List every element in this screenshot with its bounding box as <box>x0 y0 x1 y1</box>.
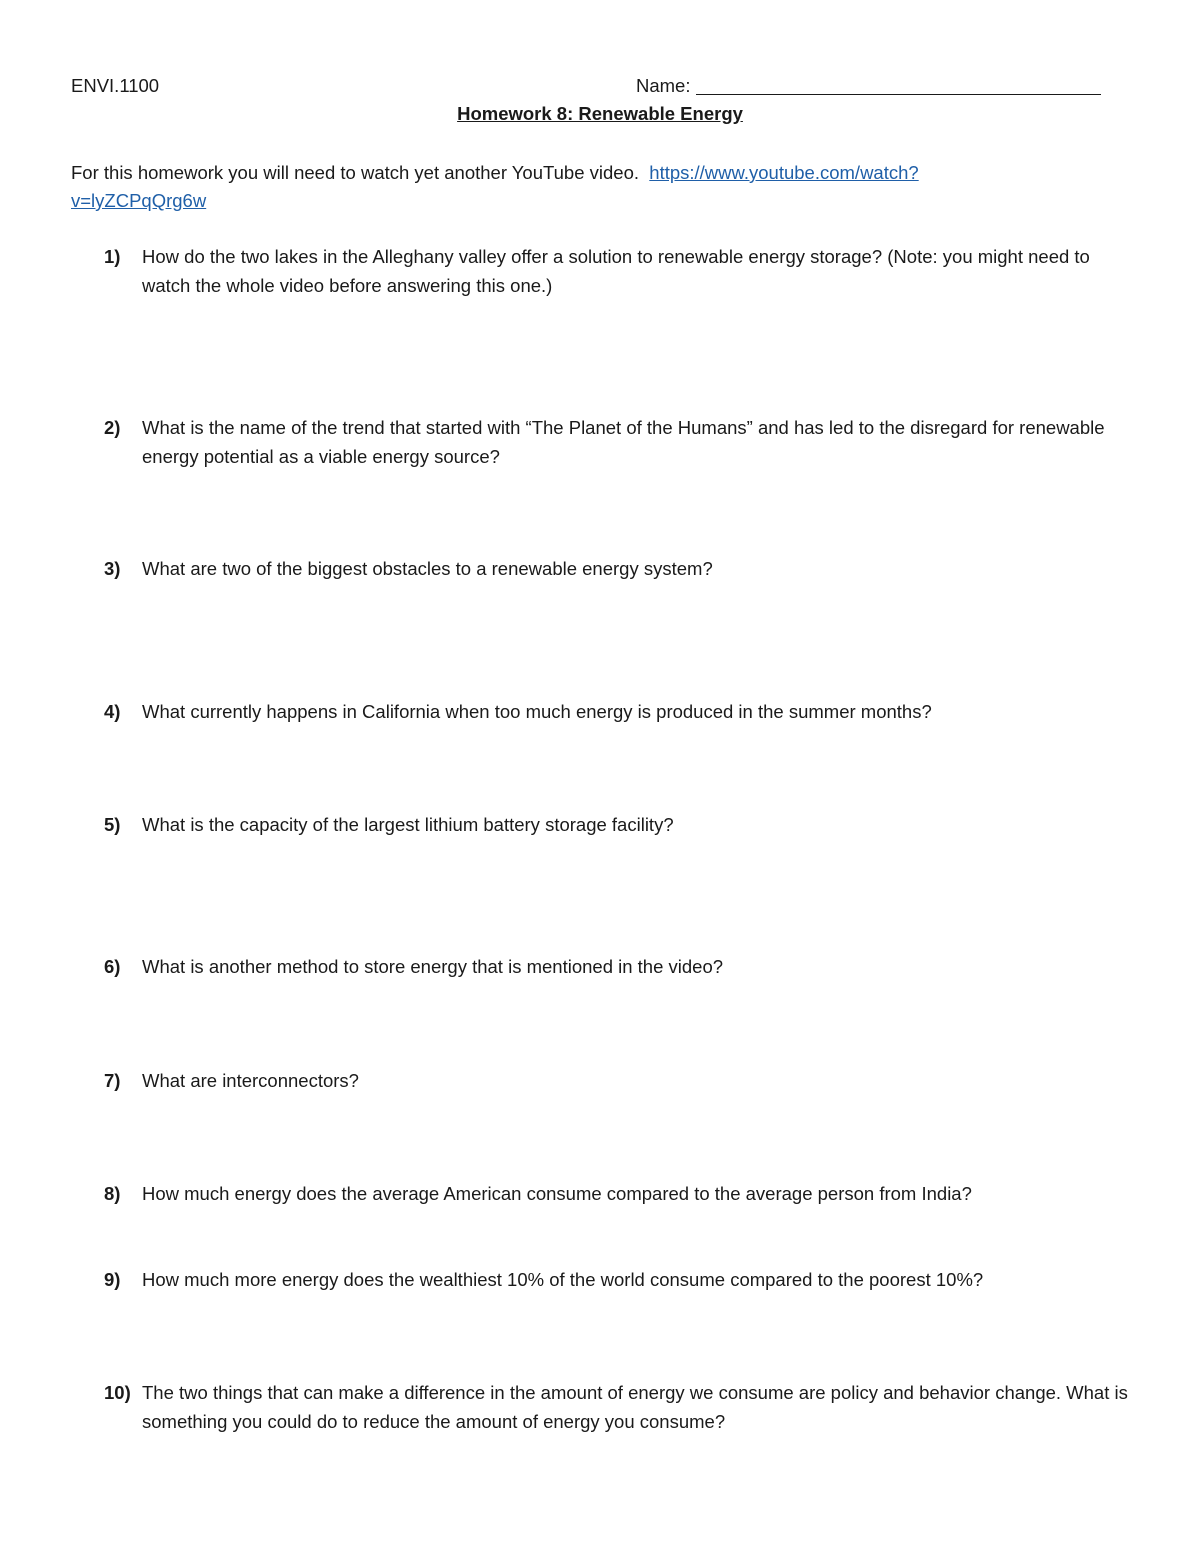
intro-paragraph <box>71 159 1131 215</box>
question-3 <box>71 554 1131 583</box>
question-number: 1) <box>104 246 121 267</box>
question-text: What are two of the biggest obstacles to a renewable energy system? <box>142 558 713 579</box>
question-number: 6) <box>104 956 121 977</box>
question-number: 5) <box>104 814 121 835</box>
name-label: Name: <box>636 75 691 96</box>
question-9 <box>71 1265 1131 1294</box>
question-number: 2) <box>104 417 121 438</box>
question-7 <box>71 1066 1131 1095</box>
question-text: How do the two lakes in the Alleghany valley offer a solution to renewable energy storage? (Note: you might need to watch the whole video before answering this one.) <box>142 246 1090 296</box>
question-4 <box>71 697 1131 726</box>
question-number: 7) <box>104 1070 121 1091</box>
video-link[interactable]: https://www.youtube.com/watch? <box>649 162 919 183</box>
question-2 <box>71 413 1131 471</box>
question-text: What currently happens in California when too much energy is produced in the summer months? <box>142 701 932 722</box>
question-text: How much more energy does the wealthiest 10% of the world consume compared to the poorest 10%? <box>142 1269 984 1290</box>
question-5 <box>71 810 1131 839</box>
video-link-continued[interactable]: v=lyZCPqQrg6w <box>71 190 207 211</box>
question-text: What is the capacity of the largest lithium battery storage facility? <box>142 814 674 835</box>
question-text: What is the name of the trend that started with “The Planet of the Humans” and has led to the disregard for renewable energy potential as a viable energy source? <box>142 417 1105 467</box>
question-10 <box>71 1378 1131 1436</box>
question-text: What are interconnectors? <box>142 1070 359 1091</box>
question-number: 10) <box>104 1382 131 1403</box>
intro-text: For this homework you will need to watch yet another YouTube video. <box>71 162 639 183</box>
question-text: The two things that can make a difference in the amount of energy we consume are policy and behavior change. What is something you could do to reduce the amount of energy you consume? <box>142 1382 1128 1432</box>
course-code: ENVI.1100 <box>71 75 160 96</box>
page-title: Homework 8: Renewable Energy <box>457 103 743 124</box>
question-8 <box>71 1179 1131 1208</box>
question-number: 8) <box>104 1183 121 1204</box>
question-text: What is another method to store energy that is mentioned in the video? <box>142 956 724 977</box>
name-field[interactable] <box>696 94 1101 95</box>
question-6 <box>71 952 1131 981</box>
question-number: 4) <box>104 701 121 722</box>
question-number: 3) <box>104 558 121 579</box>
question-text: How much energy does the average American consume compared to the average person from India? <box>142 1183 972 1204</box>
question-1 <box>71 242 1131 300</box>
question-number: 9) <box>104 1269 121 1290</box>
